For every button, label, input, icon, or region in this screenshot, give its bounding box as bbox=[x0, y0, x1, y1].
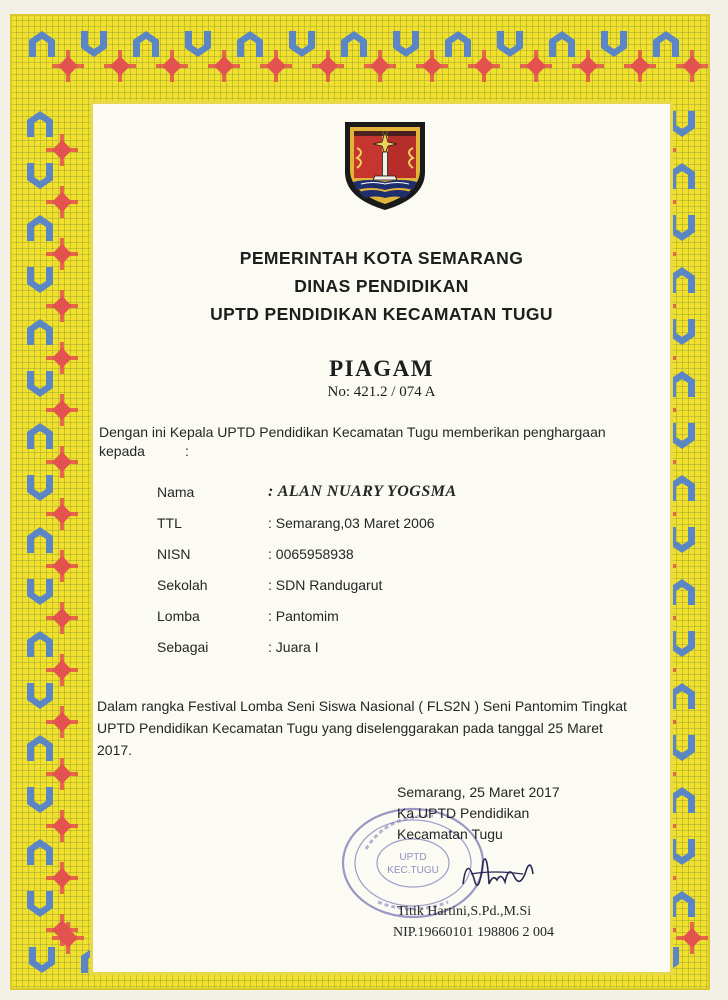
border-motif bbox=[46, 408, 78, 412]
signature-place-date: Semarang, 25 Maret 2017 bbox=[397, 784, 560, 800]
border-motif bbox=[27, 891, 53, 917]
value-ttl: : Semarang,03 Maret 2006 bbox=[268, 515, 435, 531]
border-motif bbox=[46, 512, 78, 516]
certificate-body bbox=[93, 104, 670, 972]
border-motif bbox=[669, 371, 695, 397]
border-motif bbox=[669, 735, 695, 761]
border-motif bbox=[669, 527, 695, 553]
border-motif bbox=[27, 787, 53, 813]
certificate-title: PIAGAM bbox=[329, 356, 434, 381]
header-line-2: DINAS PENDIDIKAN bbox=[294, 276, 469, 296]
border-motif bbox=[520, 64, 552, 68]
body-text-line-3: 2017. bbox=[97, 742, 133, 758]
border-motif bbox=[237, 31, 263, 57]
border-motif bbox=[46, 616, 78, 620]
value-nisn: : 0065958938 bbox=[268, 546, 354, 562]
value-lomba: : Pantomim bbox=[268, 608, 339, 624]
border-motif bbox=[669, 579, 695, 605]
label-nama: Nama bbox=[157, 484, 195, 500]
border-motif bbox=[27, 371, 53, 397]
intro-line-2: kepada bbox=[99, 443, 145, 459]
handwritten-signature bbox=[453, 844, 543, 904]
border-motif bbox=[393, 31, 419, 57]
intro-line-1: Dengan ini Kepala UPTD Pendidikan Kecamatan Tugu memberikan penghargaan bbox=[99, 424, 606, 440]
border-motif bbox=[46, 668, 78, 672]
decorative-border bbox=[10, 14, 710, 990]
label-nisn: NISN bbox=[157, 546, 191, 562]
border-motif bbox=[676, 936, 708, 940]
border-motif bbox=[46, 824, 78, 828]
border-motif bbox=[52, 64, 84, 68]
border-motif bbox=[133, 31, 159, 57]
border-motif bbox=[29, 31, 55, 57]
border-motif bbox=[669, 683, 695, 709]
border-motif bbox=[468, 64, 500, 68]
border-motif bbox=[669, 475, 695, 501]
border-motif bbox=[104, 64, 136, 68]
signature-position-1: Ka.UPTD Pendidikan bbox=[397, 805, 530, 821]
signatory-name: Titik Hartini,S.Pd.,M.Si bbox=[397, 904, 532, 919]
border-motif bbox=[341, 31, 367, 57]
border-motif bbox=[27, 423, 53, 449]
border-motif bbox=[669, 111, 695, 137]
border-motif bbox=[29, 947, 55, 973]
signatory-nip: NIP.19660101 198806 2 004 bbox=[393, 925, 555, 940]
border-motif bbox=[27, 319, 53, 345]
intro-colon: : bbox=[185, 443, 189, 459]
border-motif bbox=[46, 304, 78, 308]
stamp-center-line-2: KEC.TUGU bbox=[387, 865, 439, 876]
border-motif bbox=[27, 111, 53, 137]
border-motif bbox=[27, 631, 53, 657]
border-motif bbox=[669, 631, 695, 657]
label-sekolah: Sekolah bbox=[157, 577, 208, 593]
border-motif bbox=[46, 200, 78, 204]
border-motif bbox=[46, 460, 78, 464]
border-motif bbox=[669, 163, 695, 189]
border-motif bbox=[185, 31, 211, 57]
border-motif bbox=[27, 683, 53, 709]
border-motif bbox=[669, 267, 695, 293]
border-motif bbox=[46, 876, 78, 880]
border-motif bbox=[46, 720, 78, 724]
border-motif bbox=[669, 787, 695, 813]
border-motif bbox=[669, 319, 695, 345]
border-motif bbox=[601, 31, 627, 57]
border-motif bbox=[497, 31, 523, 57]
body-text-line-2: UPTD Pendidikan Kecamatan Tugu yang diselenggarakan pada tanggal 25 Maret bbox=[97, 720, 603, 736]
border-motif bbox=[549, 31, 575, 57]
value-sekolah: : SDN Randugarut bbox=[268, 577, 383, 593]
signature-position-2: Kecamatan Tugu bbox=[397, 826, 503, 842]
border-motif bbox=[669, 215, 695, 241]
label-sebagai: Sebagai bbox=[157, 639, 209, 655]
border-motif bbox=[46, 252, 78, 256]
border-motif bbox=[653, 31, 679, 57]
header-line-3: UPTD PENDIDIKAN KECAMATAN TUGU bbox=[210, 304, 553, 324]
border-motif bbox=[27, 163, 53, 189]
border-motif bbox=[676, 64, 708, 68]
border-motif bbox=[46, 356, 78, 360]
body-text-line-1: Dalam rangka Festival Lomba Seni Siswa Nasional ( FLS2N ) Seni Pantomim Tingkat bbox=[97, 698, 627, 714]
border-motif bbox=[52, 936, 84, 940]
border-motif bbox=[46, 928, 78, 932]
border-motif bbox=[156, 64, 188, 68]
border-motif bbox=[445, 31, 471, 57]
border-motif bbox=[27, 475, 53, 501]
border-motif bbox=[416, 64, 448, 68]
border-motif bbox=[208, 64, 240, 68]
border-motif bbox=[289, 31, 315, 57]
label-ttl: TTL bbox=[157, 515, 182, 531]
border-motif bbox=[312, 64, 344, 68]
border-motif bbox=[669, 891, 695, 917]
border-motif bbox=[27, 267, 53, 293]
border-motif bbox=[27, 579, 53, 605]
certificate-number: No: 421.2 / 074 A bbox=[327, 384, 436, 400]
border-motif bbox=[46, 772, 78, 776]
value-nama: : ALAN NUARY YOGSMA bbox=[268, 483, 457, 500]
header-line-1: PEMERINTAH KOTA SEMARANG bbox=[239, 248, 524, 268]
stamp-center-line-1: UPTD bbox=[399, 852, 427, 863]
border-motif bbox=[46, 564, 78, 568]
value-sebagai: : Juara I bbox=[268, 639, 319, 655]
border-motif bbox=[572, 64, 604, 68]
border-motif bbox=[27, 527, 53, 553]
border-motif bbox=[624, 64, 656, 68]
label-lomba: Lomba bbox=[157, 608, 200, 624]
border-motif bbox=[669, 839, 695, 865]
border-motif bbox=[81, 31, 107, 57]
border-motif bbox=[364, 64, 396, 68]
border-motif bbox=[27, 735, 53, 761]
city-emblem-icon bbox=[339, 118, 431, 214]
border-motif bbox=[27, 839, 53, 865]
border-motif bbox=[46, 148, 78, 152]
border-motif bbox=[260, 64, 292, 68]
border-motif bbox=[27, 215, 53, 241]
border-motif bbox=[669, 423, 695, 449]
